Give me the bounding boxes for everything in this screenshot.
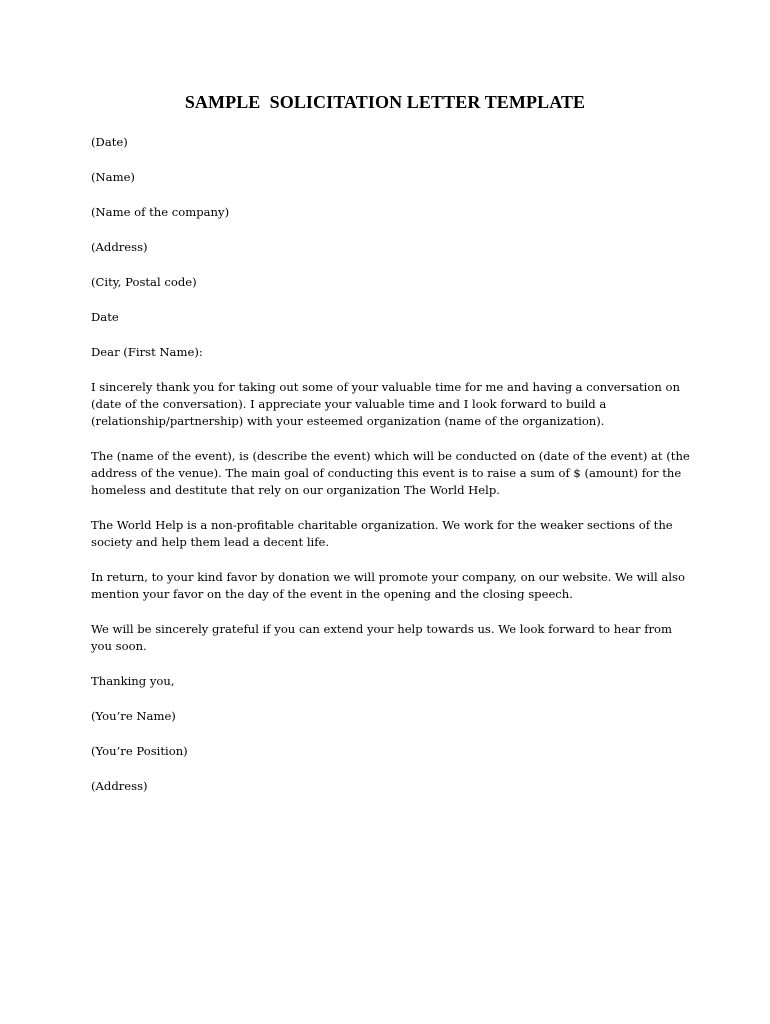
- text-line: (date of the conversation). I appreciate your valuable time and I look forward to build a: [91, 397, 607, 411]
- text-line: Dear (First Name):: [91, 345, 203, 359]
- salutation: [91, 344, 691, 361]
- text-line: The World Help is a non-profitable charitable organization. We work for the weaker sections of the: [91, 518, 673, 532]
- text-line: Thanking you,: [91, 674, 175, 688]
- recipient-name-line: [91, 169, 691, 186]
- return-favor-paragraph: [91, 569, 691, 603]
- document-title: SAMPLE SOLICITATION LETTER TEMPLATE: [184, 92, 586, 112]
- event-paragraph: [91, 448, 691, 499]
- text-line: homeless and destitute that rely on our organization The World Help.: [91, 483, 500, 497]
- signature-position-line: [91, 743, 691, 760]
- city-postal-line: [91, 274, 691, 291]
- date-placeholder-line: [91, 309, 691, 326]
- text-line: (You’re Name): [91, 709, 176, 723]
- text-line: society and help them lead a decent life.: [91, 535, 330, 549]
- company-name-line: [91, 204, 691, 221]
- text-line: mention your favor on the day of the event in the opening and the closing speech.: [91, 587, 573, 601]
- text-line: I sincerely thank you for taking out some of your valuable time for me and having a conversation on: [91, 380, 680, 394]
- text-line: Date: [91, 310, 119, 324]
- thanks-paragraph: [91, 379, 691, 430]
- text-line: In return, to your kind favor by donation we will promote your company, on our website. We will also: [91, 570, 685, 584]
- gratitude-paragraph: [91, 621, 691, 655]
- text-line: (Address): [91, 240, 148, 254]
- text-line: address of the venue). The main goal of conducting this event is to raise a sum of $ (amount) for the: [91, 466, 682, 480]
- text-line: (City, Postal code): [91, 275, 197, 289]
- address-line: [91, 239, 691, 256]
- signature-address-line: [91, 778, 691, 795]
- text-line: (You’re Position): [91, 744, 188, 758]
- text-line: We will be sincerely grateful if you can extend your help towards us. We look forward to hear from: [91, 622, 673, 636]
- text-line: (Address): [91, 779, 148, 793]
- text-line: (Date): [91, 135, 128, 149]
- closing-line: [91, 673, 691, 690]
- text-line: you soon.: [91, 639, 147, 653]
- date-line: [91, 134, 691, 151]
- signature-name-line: [91, 708, 691, 725]
- text-line: (Name of the company): [91, 205, 230, 219]
- letter-body: [91, 134, 691, 813]
- text-line: (Name): [91, 170, 135, 184]
- organization-paragraph: [91, 517, 691, 551]
- text-line: (relationship/partnership) with your esteemed organization (name of the organization).: [91, 414, 605, 428]
- text-line: The (name of the event), is (describe the event) which will be conducted on (date of the event) at (the: [91, 449, 690, 463]
